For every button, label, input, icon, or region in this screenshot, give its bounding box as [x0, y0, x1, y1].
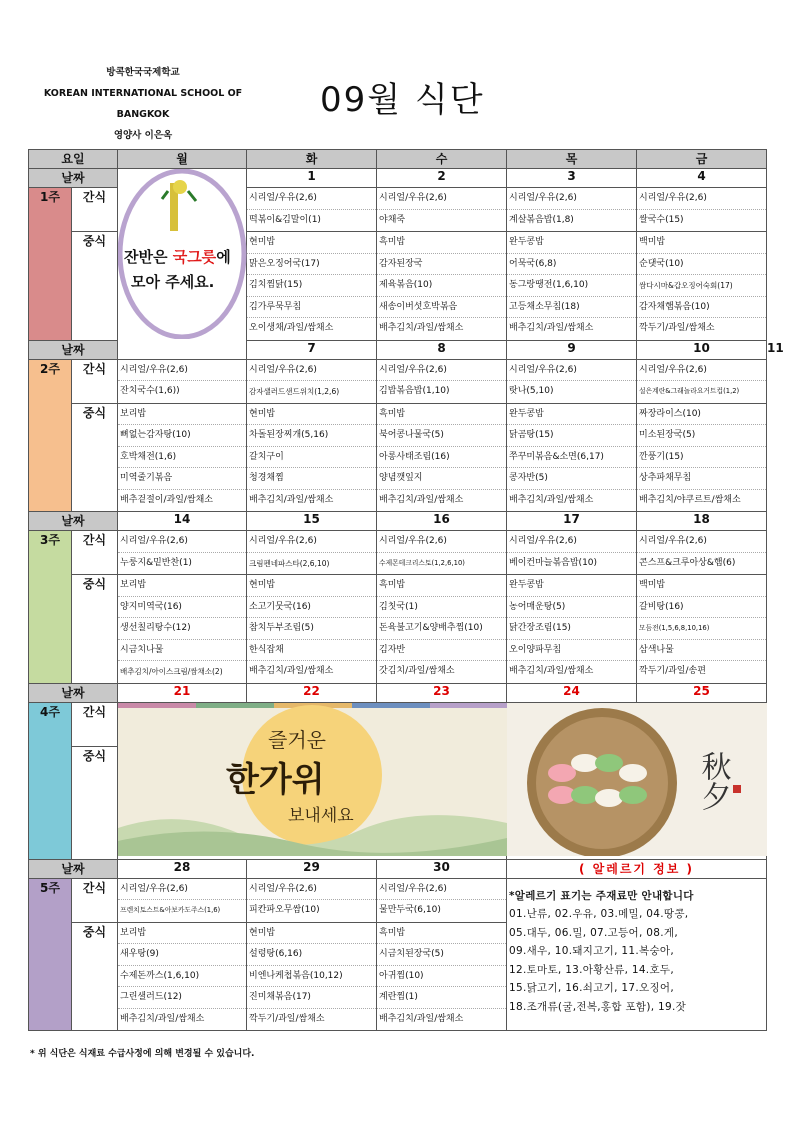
- date-cell: 10: [637, 340, 767, 359]
- menu-item: 양지미역국(16): [118, 597, 246, 619]
- menu-item: 모듬전(1,5,6,8,10,16): [637, 618, 766, 640]
- date-row: 날짜 7 8 9 10 11: [29, 340, 767, 359]
- date-label: 날짜: [29, 169, 118, 188]
- menu-item: 설은계란&그래놀라요거트컵(1,2): [639, 387, 740, 395]
- menu-item: 한식잡채: [247, 640, 376, 662]
- menu-item: 갈치구이: [247, 447, 376, 469]
- menu-item: 미소된장국(5): [637, 425, 766, 447]
- greeting-1: 즐거운: [268, 727, 326, 752]
- svg-text:잔반은 국그릇에: [124, 248, 231, 266]
- lunch-label: 중식: [72, 575, 118, 684]
- page-title: 09월 식단: [320, 80, 485, 120]
- lunch-cell: [507, 575, 637, 684]
- menu-item: 양념깻잎지: [377, 468, 506, 490]
- date-cell: 3: [507, 169, 637, 188]
- menu-item: 참치두부조림(5): [247, 618, 376, 640]
- snack-cell: [247, 531, 377, 575]
- chuseok-hanja: 秋夕: [695, 750, 731, 811]
- menu-item: 짜장라이스(10): [637, 404, 766, 426]
- menu-item: 완두콩밥: [507, 575, 636, 597]
- lunch-cell: [118, 403, 247, 512]
- lunch-label: 중식: [72, 232, 118, 341]
- menu-item: 쌈다시마&갑오징어숙회(17): [637, 275, 766, 297]
- school-name-ko: 방콕한국국제학교: [106, 67, 180, 78]
- menu-item: 갈비탕(16): [637, 597, 766, 619]
- menu-item: 프렌치토스트&아보카도주스(1,6): [120, 906, 221, 914]
- menu-item: 흑미밥: [377, 232, 506, 254]
- menu-item: 새우탕(9): [118, 944, 246, 966]
- poster-text-3: 모아 주세요.: [131, 273, 215, 291]
- day-header: 월: [118, 150, 247, 169]
- greeting-2: 한가위: [226, 759, 325, 800]
- date-cell: 2: [377, 169, 507, 188]
- menu-item: 시금치나물: [118, 640, 246, 662]
- menu-item: 베이컨마늘볶음밥(10): [509, 557, 598, 568]
- snack-label: 간식: [72, 878, 118, 922]
- menu-item: 시리얼/우유(2,6): [377, 531, 506, 553]
- menu-item: 떡볶이&김말이(1): [249, 214, 321, 225]
- date-cell: 15: [247, 512, 377, 531]
- menu-item: 완두콩밥: [507, 404, 636, 426]
- lunch-cell: [377, 575, 507, 684]
- menu-item: 오이양파무침: [507, 640, 636, 662]
- menu-item: 시리얼/우유(2,6): [377, 879, 506, 901]
- menu-item: 감자채햄볶음(10): [637, 297, 766, 319]
- poster-text-1: 잔반은: [124, 248, 173, 266]
- allergy-line: 05.대두, 06.밀, 07.고등어, 08.게,: [509, 926, 678, 939]
- chuseok-banner: [118, 702, 507, 859]
- menu-item: 깐풍기(15): [637, 447, 766, 469]
- dietitian-name: 영양사 이은옥: [113, 130, 173, 141]
- menu-item: 동그랑땡전(1,6,10): [507, 275, 636, 297]
- menu-item: 흑미밥: [377, 575, 506, 597]
- menu-item: 상추파채무침: [637, 468, 766, 490]
- menu-item: 시리얼/우유(2,6): [507, 188, 636, 210]
- menu-item: 설렁탕(6,16): [247, 944, 376, 966]
- date-cell: 29: [247, 859, 377, 878]
- menu-table: [28, 149, 784, 1031]
- date-cell: 16: [377, 512, 507, 531]
- snack-cell: [377, 188, 507, 232]
- menu-item: 갓김치/과일/쌈채소: [379, 666, 455, 676]
- menu-item: 시리얼/우유(2,6): [247, 531, 376, 553]
- menu-item: 배추김치/과일/쌈채소: [249, 494, 334, 505]
- menu-item: 수제몬테크리스토(1,2,6,10): [379, 558, 465, 567]
- snack-cell: [507, 531, 637, 575]
- snack-cell: [637, 359, 767, 403]
- menu-item: 뼈없는감자탕(10): [118, 425, 246, 447]
- menu-item: 북어콩나물국(5): [377, 425, 506, 447]
- date-label: 날짜: [29, 340, 118, 359]
- date-cell: 7: [247, 340, 377, 359]
- snack-label: 간식: [72, 359, 118, 403]
- allergy-head: *알레르기 표기는 주재료만 안내합니다: [509, 889, 694, 902]
- menu-item: 감자된장국: [377, 254, 506, 276]
- menu-item: 시금치된장국(5): [377, 944, 506, 966]
- chuseok-graphic: [118, 703, 507, 856]
- menu-item: 랏나(5,10): [509, 386, 554, 396]
- date-row: [29, 683, 767, 702]
- menu-item: 김치찜닭(15): [247, 275, 376, 297]
- allergy-line: 18.조개류(굴,전복,홍합 포함), 19.잣: [509, 1000, 687, 1013]
- snack-cell: [247, 878, 377, 922]
- date-cell: 17: [507, 512, 637, 531]
- date-cell: 1: [247, 169, 377, 188]
- date-cell: 28: [118, 859, 247, 878]
- week-row: [29, 702, 767, 746]
- menu-item: 시리얼/우유(2,6): [118, 531, 246, 553]
- menu-item: 흑미밥: [377, 923, 506, 945]
- school-name-en: KOREAN INTERNATIONAL SCHOOL OF BANGKOK: [43, 88, 243, 120]
- snack-cell: [637, 188, 767, 232]
- poster-highlight: 국그릇: [172, 248, 217, 266]
- allergy-title: ( 알레르기 정보 ): [507, 859, 767, 878]
- menu-item: 시리얼/우유(2,6): [637, 531, 766, 553]
- menu-item: 새송이버섯호박볶음: [377, 297, 506, 319]
- menu-item: 미역줄기볶음: [118, 468, 246, 490]
- menu-item: 배추김치/과일/쌈채소: [509, 494, 594, 505]
- menu-item: 아롱사태조림(16): [377, 447, 506, 469]
- menu-item: 계살볶음밥(1,8): [509, 214, 574, 225]
- lunch-label: 중식: [72, 403, 118, 512]
- menu-item: 아귀찜(10): [377, 966, 506, 988]
- menu-item: 크림펜네파스타(2,6,10): [249, 558, 330, 568]
- menu-item: 삼색나물: [637, 640, 766, 662]
- date-cell: 4: [637, 169, 767, 188]
- menu-item: 배추김치/과일/쌈채소: [249, 666, 334, 676]
- week-row: [29, 531, 767, 575]
- menu-item: 흑미밥: [377, 404, 506, 426]
- menu-item: 깍두기/과일/송편: [639, 666, 706, 676]
- menu-item: 시리얼/우유(2,6): [637, 360, 766, 382]
- allergy-line: 15.닭고기, 16.쇠고기, 17.오징어,: [509, 982, 674, 994]
- menu-item: 누룽지&밑반찬(1): [120, 557, 192, 568]
- lunch-cell: [247, 922, 377, 1031]
- menu-item: 보리밥: [118, 575, 246, 597]
- greeting-3: 보내세요: [288, 805, 354, 826]
- snack-cell: [377, 531, 507, 575]
- week-label: 1주: [29, 188, 72, 341]
- date-cell: 23: [377, 683, 507, 702]
- week-label: 2주: [29, 359, 72, 512]
- menu-item: 어묵국(6,8): [507, 254, 636, 276]
- menu-item: 차돌된장찌개(5,16): [247, 425, 376, 447]
- menu-item: 배추김치/과일/쌈채소: [509, 323, 594, 333]
- menu-item: 감자샐러드샌드위치(1,2,6): [249, 387, 340, 396]
- menu-item: 시리얼/우유(2,6): [247, 188, 376, 210]
- menu-item: 시리얼/우유(2,6): [247, 360, 376, 382]
- date-cell: 8: [377, 340, 507, 359]
- menu-item: 백미밥: [637, 575, 766, 597]
- menu-item: 진미채볶음(17): [247, 987, 376, 1009]
- menu-item: 배추김치/과일/쌈채소: [509, 666, 594, 676]
- lunch-cell: [247, 232, 377, 341]
- menu-item: 김가루묵무침: [247, 297, 376, 319]
- menu-item: 오이생채/과일/쌈채소: [249, 323, 334, 333]
- date-cell: 14: [118, 512, 247, 531]
- allergy-line: 12.토마토, 13.아황산류, 14.호두,: [509, 963, 674, 976]
- menu-item: 콩자반(5): [507, 468, 636, 490]
- menu-item: 호박채전(1,6): [118, 447, 246, 469]
- snack-cell: [118, 359, 247, 403]
- lunch-cell: [637, 575, 767, 684]
- snack-cell: [247, 359, 377, 403]
- menu-item: 완두콩밥: [507, 232, 636, 254]
- menu-item: 비엔나케첩볶음(10,12): [247, 966, 376, 988]
- menu-item: 보리밥: [118, 404, 246, 426]
- header-row: [29, 150, 767, 169]
- menu-item: 농어매운탕(5): [507, 597, 636, 619]
- date-cell: 9: [507, 340, 637, 359]
- menu-item: 김자반: [377, 640, 506, 662]
- menu-item: 닭곰탕(15): [507, 425, 636, 447]
- date-row: [29, 512, 767, 531]
- menu-item: 쌀국수(15): [639, 214, 684, 225]
- lunch-cell: [247, 403, 377, 512]
- songpyeon-graphic: [507, 703, 767, 856]
- date-row: [29, 859, 767, 878]
- lunch-label: 중식: [72, 746, 118, 859]
- menu-item: 현미밥: [247, 404, 376, 426]
- date-cell: 21: [118, 683, 247, 702]
- week-label: 4주: [29, 702, 72, 859]
- menu-item: 현미밥: [247, 923, 376, 945]
- menu-item: 시리얼/우유(2,6): [118, 360, 246, 382]
- menu-item: 잔치국수(1,6)): [120, 386, 180, 396]
- week-label: 5주: [29, 878, 72, 1031]
- menu-item: 현미밥: [247, 575, 376, 597]
- leftover-poster: [118, 169, 247, 360]
- day-header: 목: [507, 150, 637, 169]
- week-row: [29, 575, 767, 684]
- week-label: 3주: [29, 531, 72, 684]
- snack-cell: [247, 188, 377, 232]
- snack-cell: [507, 359, 637, 403]
- menu-item: 맑은오징어국(17): [247, 254, 376, 276]
- menu-item: 소고기뭇국(16): [247, 597, 376, 619]
- menu-item: 시리얼/우유(2,6): [507, 531, 636, 553]
- week-row: [29, 403, 767, 512]
- lunch-cell: [247, 575, 377, 684]
- yoil-header: 요일: [29, 150, 118, 169]
- menu-item: 순댓국(10): [637, 254, 766, 276]
- snack-label: 간식: [72, 702, 118, 746]
- menu-item: 쭈꾸미볶음&소면(6,17): [507, 447, 636, 469]
- poster-graphic: [118, 169, 247, 339]
- menu-item: 시리얼/우유(2,6): [118, 879, 246, 901]
- snack-label: 간식: [72, 531, 118, 575]
- lunch-cell: [118, 922, 247, 1031]
- menu-item: 깍두기/과일/쌈채소: [639, 323, 715, 333]
- date-cell: 22: [247, 683, 377, 702]
- date-cell: 25: [637, 683, 767, 702]
- menu-item: 배추김치/과일/쌈채소: [379, 494, 464, 505]
- menu-item: 닭간장조림(15): [507, 618, 636, 640]
- date-row: [29, 169, 767, 188]
- menu-item: 생선칠리탕수(12): [118, 618, 246, 640]
- menu-item: 청경채찜: [247, 468, 376, 490]
- menu-item: 배추김치/과일/쌈채소: [379, 323, 464, 333]
- menu-item: 보리밥: [118, 923, 246, 945]
- snack-cell: [118, 531, 247, 575]
- date-cell: 18: [637, 512, 767, 531]
- menu-item: 시리얼/우유(2,6): [507, 360, 636, 382]
- menu-item: 김밥볶음밥(1,10): [379, 386, 450, 396]
- menu-item: 백미밥: [637, 232, 766, 254]
- lunch-cell: [637, 403, 767, 512]
- menu-item: 배추겉절이/과일/쌈채소: [120, 494, 214, 505]
- allergy-info: [507, 878, 767, 1031]
- date-cell: 24: [507, 683, 637, 702]
- menu-item: 배추김치/야쿠르트/쌈채소: [639, 494, 741, 505]
- lunch-label: 중식: [72, 922, 118, 1031]
- menu-item: 돈육불고기&양배추찜(10): [377, 618, 506, 640]
- footer-note: * 위 식단은 식재료 수급사정에 의해 변경될 수 있습니다.: [30, 1049, 255, 1059]
- week-row: [29, 878, 767, 922]
- snack-cell: [507, 188, 637, 232]
- day-header: 금: [637, 150, 767, 169]
- menu-item: 야채죽: [379, 214, 406, 225]
- week-row: [29, 359, 767, 403]
- menu-item: 배추김치/과일/쌈채소: [120, 1013, 205, 1024]
- lunch-cell: [507, 232, 637, 341]
- songpyeon-image: [507, 702, 767, 859]
- menu-item: 시리얼/우유(2,6): [377, 188, 506, 210]
- day-header: 화: [247, 150, 377, 169]
- menu-item: 시리얼/우유(2,6): [637, 188, 766, 210]
- menu-item: 콘스프&크루아상&햄(6): [639, 557, 736, 568]
- menu-item: 그린샐러드(12): [118, 987, 246, 1009]
- day-header: 수: [377, 150, 507, 169]
- allergy-line: 01.난류, 02.우유, 03.메밀, 04.땅콩,: [509, 908, 689, 920]
- lunch-cell: [377, 922, 507, 1031]
- menu-item: 배추김치/아이스크림/쌈채소(2): [120, 667, 223, 676]
- lunch-cell: [377, 232, 507, 341]
- allergy-line: 09.새우, 10.돼지고기, 11.복숭아,: [509, 945, 674, 957]
- snack-cell: [377, 359, 507, 403]
- menu-item: 고등채소무침(18): [507, 297, 636, 319]
- poster-text-2: 에: [216, 248, 231, 266]
- menu-item: 현미밥: [247, 232, 376, 254]
- lunch-cell: [377, 403, 507, 512]
- menu-item: 시리얼/우유(2,6): [247, 879, 376, 901]
- lunch-cell: [507, 403, 637, 512]
- menu-item: 물만두국(6,10): [379, 905, 441, 915]
- menu-item: 시리얼/우유(2,6): [377, 360, 506, 382]
- date-label: 날짜: [29, 512, 118, 531]
- date-cell: 30: [377, 859, 507, 878]
- snack-cell: [377, 878, 507, 922]
- menu-item: 깍두기/과일/쌈채소: [249, 1013, 325, 1024]
- menu-item: 수제돈까스(1,6,10): [118, 966, 246, 988]
- menu-item: 피칸파오무쌈(10): [249, 905, 320, 915]
- school-info: [28, 62, 258, 146]
- menu-item: 배추김치/과일/쌈채소: [379, 1013, 464, 1024]
- snack-cell: [118, 878, 247, 922]
- menu-item: 제육볶음(10): [377, 275, 506, 297]
- lunch-cell: [637, 232, 767, 341]
- menu-item: 계란찜(1): [377, 987, 506, 1009]
- date-label: 날짜: [29, 683, 118, 702]
- snack-label: 간식: [72, 188, 118, 232]
- lunch-cell: [118, 575, 247, 684]
- date-label: 날짜: [29, 859, 118, 878]
- snack-cell: [637, 531, 767, 575]
- menu-item: 김칫국(1): [377, 597, 506, 619]
